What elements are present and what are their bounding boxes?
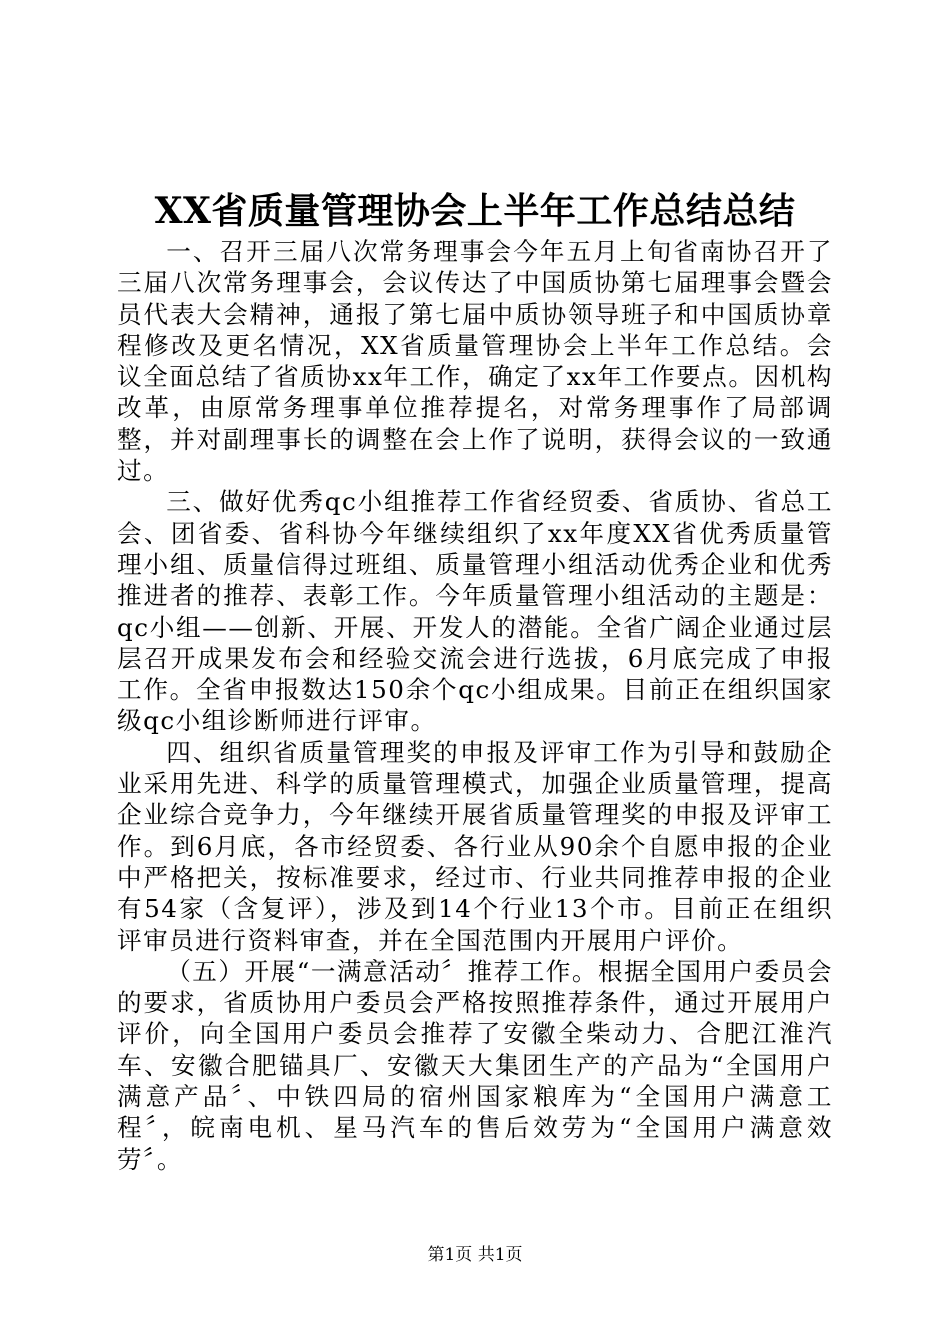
page-footer: 第1页 共1页 bbox=[427, 1245, 523, 1265]
paragraph-3: 四、组织省质量管理奖的申报及评审工作为引导和鼓励企业采用先进、科学的质量管理模式，加强企业质量管理，提高企业综合竞争力，今年继续开展省质量管理奖的申报及评审工作。到6月底，各市经贸委、各行业从90余个自愿申报的企业中严格把关，按标准要求，经过市、行业共同推荐申报的企业有54家（含复评），涉及到14个行业13个市。目前正在组织评审员进行资料审查，并在全国范围内开展用户评价。 bbox=[117, 737, 833, 955]
paragraph-2: 三、做好优秀qc小组推荐工作省经贸委、省质协、省总工会、团省委、省科协今年继续组织了xx年度XX省优秀质量管理小组、质量信得过班组、质量管理小组活动优秀企业和优秀推进者的推荐、表彰工作。今年质量管理小组活动的主题是：qc小组——创新、开展、开发人的潜能。全省广阔企业通过层层召开成果发布会和经验交流会进行选拔，6月底完成了申报工作。全省申报数达150余个qc小组成果。目前正在组织国家级qc小组诊断师进行评审。 bbox=[117, 487, 833, 736]
paragraph-1: 一、召开三届八次常务理事会今年五月上旬省南协召开了三届八次常务理事会，会议传达了中国质协第七届理事会暨会员代表大会精神，通报了第七届中质协领导班子和中国质协章程修改及更名情况，XX省质量管理协会上半年工作总结。会议全面总结了省质协xx年工作，确定了xx年工作要点。因机构改革，由原常务理事单位推荐提名，对常务理事作了局部调整，并对副理事长的调整在会上作了说明，获得会议的一致通过。 bbox=[117, 237, 833, 486]
document-title: XX省质量管理协会上半年工作总结总结 bbox=[154, 190, 796, 232]
document-body bbox=[117, 236, 833, 1175]
paragraph-4: （五）开展“一满意活动〞推荐工作。根据全国用户委员会的要求，省质协用户委员会严格按照推荐条件，通过开展用户评价，向全国用户委员会推荐了安徽全柴动力、合肥江淮汽车、安徽合肥锚具厂、安徽天大集团生产的产品为“全国用户满意产品〞、中铁四局的宿州国家粮库为“全国用户满意工程〞，皖南电机、星马汽车的售后效劳为“全国用户满意效劳〞。 bbox=[117, 956, 833, 1174]
